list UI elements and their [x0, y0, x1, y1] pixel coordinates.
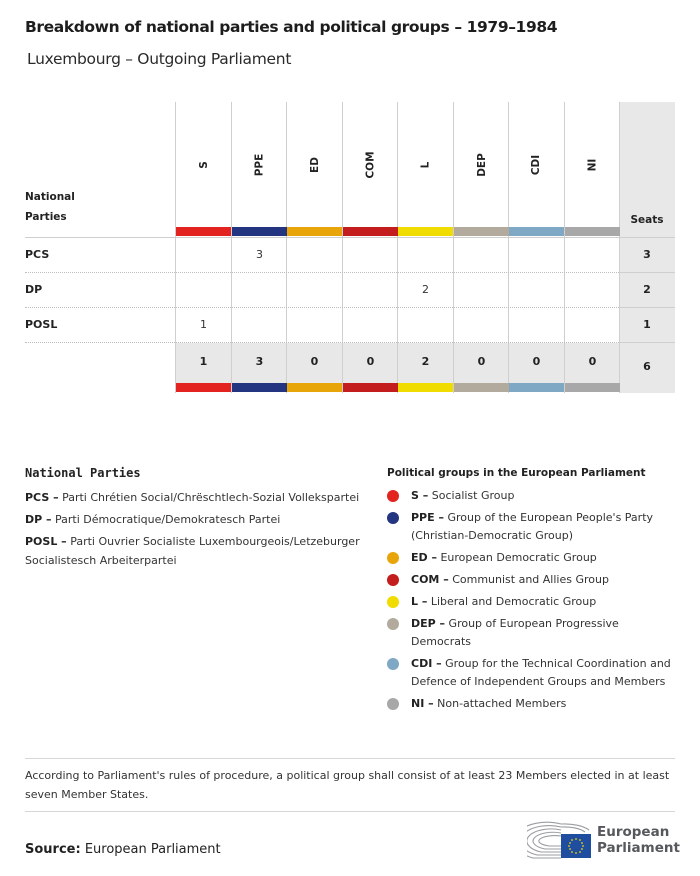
- legend-item-l: L – Liberal and Democratic Group: [387, 593, 682, 611]
- column-header-s: S: [197, 160, 210, 169]
- divider: [25, 758, 675, 759]
- legend-item-cdi: CDI – Group for the Technical Coordination and Defence of Independent Groups and Members: [387, 655, 682, 691]
- parliament-hemicycle-icon: [527, 820, 593, 860]
- group-color-bar-ni: [565, 383, 620, 392]
- group-color-bar-com: [343, 383, 398, 392]
- row-divider: [25, 272, 619, 273]
- group-color-bar-ed: [287, 383, 342, 392]
- group-color-bar-ppe: [232, 383, 287, 392]
- legend-item-posl: POSL – Parti Ouvrier Socialiste Luxembourgeois/Letzeburger Socialistesch Arbeiterpartei: [25, 535, 360, 567]
- legend-item-ppe: PPE – Group of the European People's Party (Christian-Democratic Group): [387, 509, 682, 545]
- group-color-bar-dep: [454, 227, 509, 236]
- column-header-cdi: CDI: [530, 154, 543, 175]
- group-color-bar-l: [398, 227, 453, 236]
- political-groups-legend: [387, 467, 682, 717]
- color-dot-icon: [387, 552, 399, 564]
- divider: [25, 811, 675, 812]
- row-label-dp: DP: [25, 283, 43, 296]
- color-dot-icon: [387, 658, 399, 670]
- total-cell-l: 2: [421, 355, 430, 368]
- seats-table: [25, 102, 675, 394]
- total-cell-ppe: 3: [255, 355, 264, 368]
- column-header-com: COM: [364, 150, 377, 179]
- row-label-posl: POSL: [25, 318, 58, 331]
- group-color-bar-l: [398, 383, 453, 392]
- legend-item-s: S – Socialist Group: [387, 487, 682, 505]
- color-dot-icon: [387, 490, 399, 502]
- european-parliament-logo: [527, 820, 680, 860]
- total-cell-ed: 0: [310, 355, 319, 368]
- seats-column-header: Seats: [630, 214, 664, 226]
- total-cell-dep: 0: [477, 355, 486, 368]
- table-cell: 3: [256, 248, 263, 261]
- national-parties-column-header: National Parties: [25, 191, 75, 223]
- group-color-bar-ppe: [232, 227, 287, 236]
- group-color-bar-dep: [454, 383, 509, 392]
- color-dot-icon: [387, 698, 399, 710]
- seats-divider: [619, 272, 675, 273]
- table-cell: 2: [422, 283, 429, 296]
- group-color-bar-ed: [287, 227, 342, 236]
- national-parties-legend: [25, 466, 365, 573]
- column-header-ppe: PPE: [253, 153, 266, 176]
- logo-wordmark: European Parliament: [597, 824, 680, 856]
- color-dot-icon: [387, 512, 399, 524]
- national-parties-heading: National Parties: [25, 466, 141, 480]
- seats-cell: 3: [643, 248, 651, 261]
- group-color-bar-cdi: [509, 383, 564, 392]
- page-title: Breakdown of national parties and political groups – 1979–1984: [25, 18, 558, 36]
- legend-item-dep: DEP – Group of European Progressive Democrats: [387, 615, 682, 651]
- seats-divider: [619, 342, 675, 343]
- footnote: According to Parliament's rules of procedure, a political group shall consist of at least 23 Members elected in at least seven Member States.: [25, 769, 670, 801]
- legend-item-dp: DP – Parti Démocratique/Demokratesch Partei: [25, 513, 281, 526]
- group-color-bar-ni: [565, 227, 620, 236]
- page-subtitle: Luxembourg – Outgoing Parliament: [27, 50, 292, 68]
- legend-item-pcs: PCS – Parti Chrétien Social/Chrëschtlech-Sozial Vollekspartei: [25, 491, 360, 504]
- table-cell: 1: [200, 318, 207, 331]
- group-color-bar-s: [176, 227, 231, 236]
- group-color-bar-cdi: [509, 227, 564, 236]
- political-groups-heading: Political groups in the European Parliament: [387, 467, 646, 479]
- color-dot-icon: [387, 574, 399, 586]
- source-line: Source: European Parliament: [25, 842, 221, 857]
- seats-cell: 1: [643, 318, 651, 331]
- legend-item-ed: ED – European Democratic Group: [387, 549, 682, 567]
- row-label-pcs: PCS: [25, 248, 50, 261]
- row-divider: [25, 342, 619, 343]
- color-dot-icon: [387, 596, 399, 608]
- color-dot-icon: [387, 618, 399, 630]
- group-color-bar-s: [176, 383, 231, 392]
- column-header-l: L: [419, 161, 432, 168]
- header-divider: [25, 237, 675, 238]
- column-header-ni: NI: [586, 158, 599, 171]
- column-header-dep: DEP: [475, 152, 488, 177]
- seats-cell: 2: [643, 283, 651, 296]
- legend-item-ni: NI – Non-attached Members: [387, 695, 682, 713]
- seats-divider: [619, 307, 675, 308]
- total-cell-s: 1: [199, 355, 208, 368]
- total-seats-cell: 6: [643, 360, 651, 373]
- total-cell-ni: 0: [588, 355, 597, 368]
- total-cell-com: 0: [366, 355, 375, 368]
- legend-item-com: COM – Communist and Allies Group: [387, 571, 682, 589]
- row-divider: [25, 307, 619, 308]
- total-cell-cdi: 0: [532, 355, 541, 368]
- column-header-ed: ED: [308, 156, 321, 173]
- group-color-bar-com: [343, 227, 398, 236]
